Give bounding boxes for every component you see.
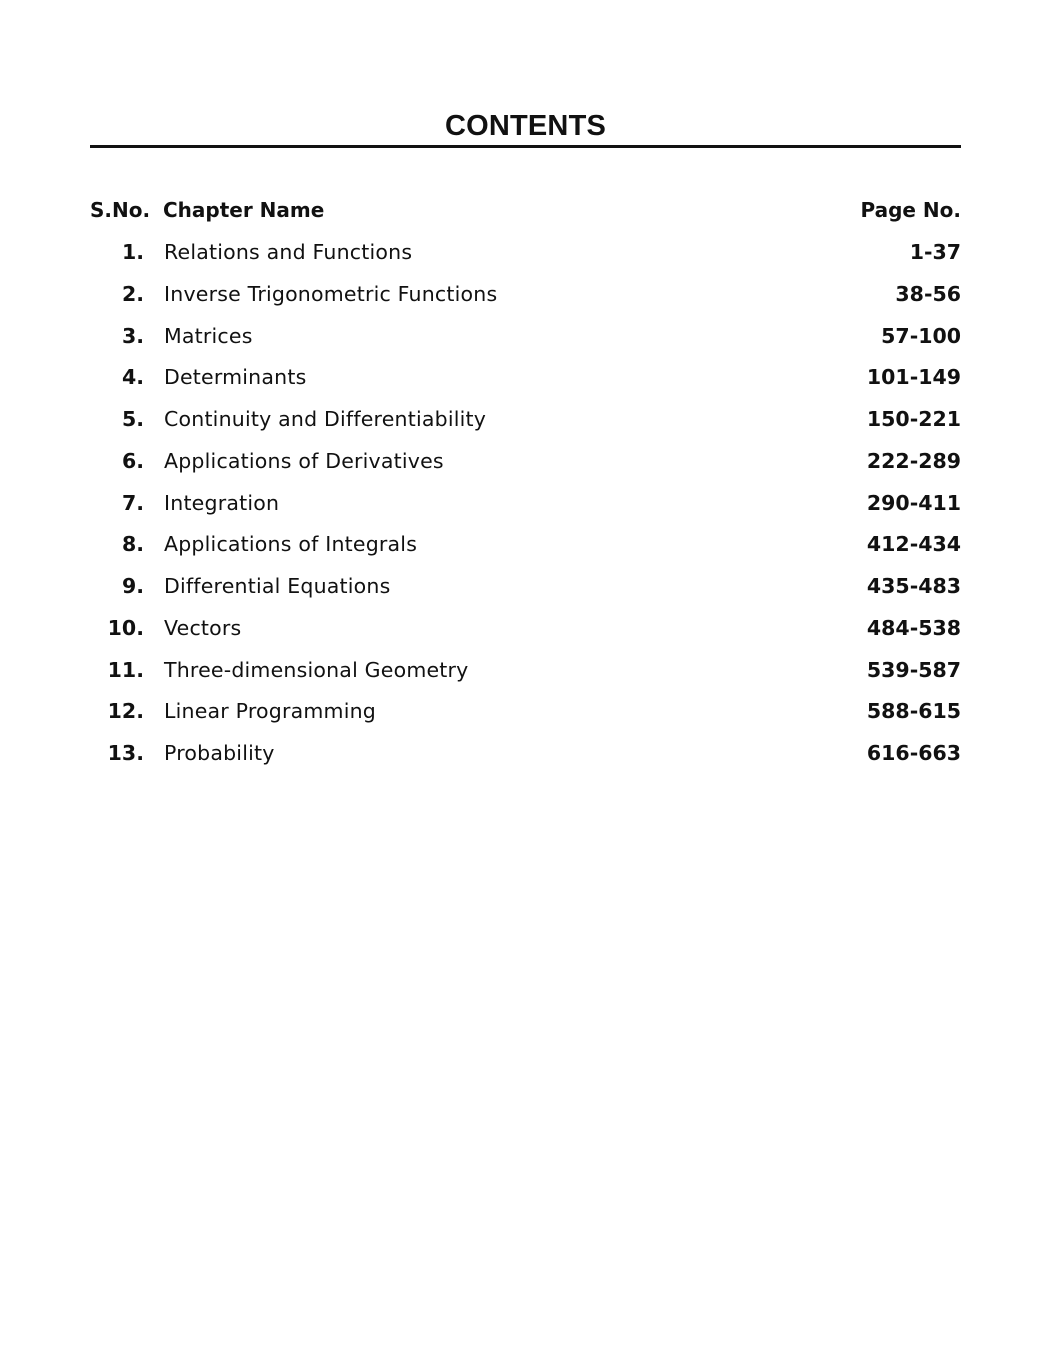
contents-row[interactable] [90,407,961,449]
page-title: CONTENTS [444,110,607,142]
chapter-pages: 290-411 [866,490,961,515]
header-page-no: Page No. [860,198,961,222]
contents-row[interactable] [90,699,961,741]
header-sno: S.No. [90,198,151,222]
chapter-number: 12. [107,699,144,724]
contents-row[interactable] [90,741,961,783]
chapter-number: 13. [107,741,144,765]
chapter-pages: 101-149 [866,365,961,390]
chapter-number: 9. [121,574,144,598]
chapter-number: 7. [121,490,144,515]
contents-row[interactable] [90,365,961,407]
contents-row[interactable] [90,574,961,616]
chapter-number: 8. [121,532,144,557]
contents-row[interactable] [90,324,961,366]
chapter-pages: 222-289 [866,448,961,473]
chapter-pages: 539-587 [866,657,961,682]
chapter-pages: 435-483 [866,574,961,598]
chapter-pages: 588-615 [866,699,961,724]
chapter-name: Integration [164,490,280,515]
chapter-name: Linear Programming [164,699,376,724]
chapter-number: 2. [121,281,144,306]
chapter-pages: 412-434 [866,532,961,557]
chapter-number: 5. [121,407,144,431]
chapter-pages: 616-663 [866,741,961,765]
contents-row[interactable] [90,449,961,491]
chapter-number: 11. [107,657,144,682]
chapter-number: 3. [121,323,144,348]
contents-header [90,198,961,226]
chapter-name: Determinants [164,365,307,390]
chapter-name: Applications of Derivatives [164,448,444,473]
contents-row[interactable] [90,491,961,533]
chapter-pages: 57-100 [881,323,961,348]
chapter-name: Probability [164,741,275,765]
title-divider [90,145,961,148]
chapter-number: 6. [121,448,144,473]
chapter-pages: 1-37 [909,240,961,264]
contents-row[interactable] [90,616,961,658]
contents-row[interactable] [90,240,961,282]
chapter-name: Three-dimensional Geometry [164,657,469,682]
chapter-name: Continuity and Differentiability [164,407,487,431]
chapter-name: Vectors [164,615,242,640]
chapter-number: 4. [121,365,144,390]
chapter-number: 1. [121,240,144,264]
header-chapter-name: Chapter Name [163,198,325,222]
chapter-name: Matrices [164,323,253,348]
contents-list [90,240,961,783]
contents-row[interactable] [90,532,961,574]
chapter-name: Relations and Functions [164,240,413,264]
chapter-pages: 484-538 [866,615,961,640]
chapter-pages: 38-56 [895,281,961,306]
contents-row[interactable] [90,282,961,324]
chapter-name: Inverse Trigonometric Functions [164,281,498,306]
chapter-number: 10. [107,615,144,640]
chapter-name: Applications of Integrals [164,532,418,557]
contents-row[interactable] [90,658,961,700]
chapter-pages: 150-221 [866,407,961,431]
chapter-name: Differential Equations [164,574,391,598]
